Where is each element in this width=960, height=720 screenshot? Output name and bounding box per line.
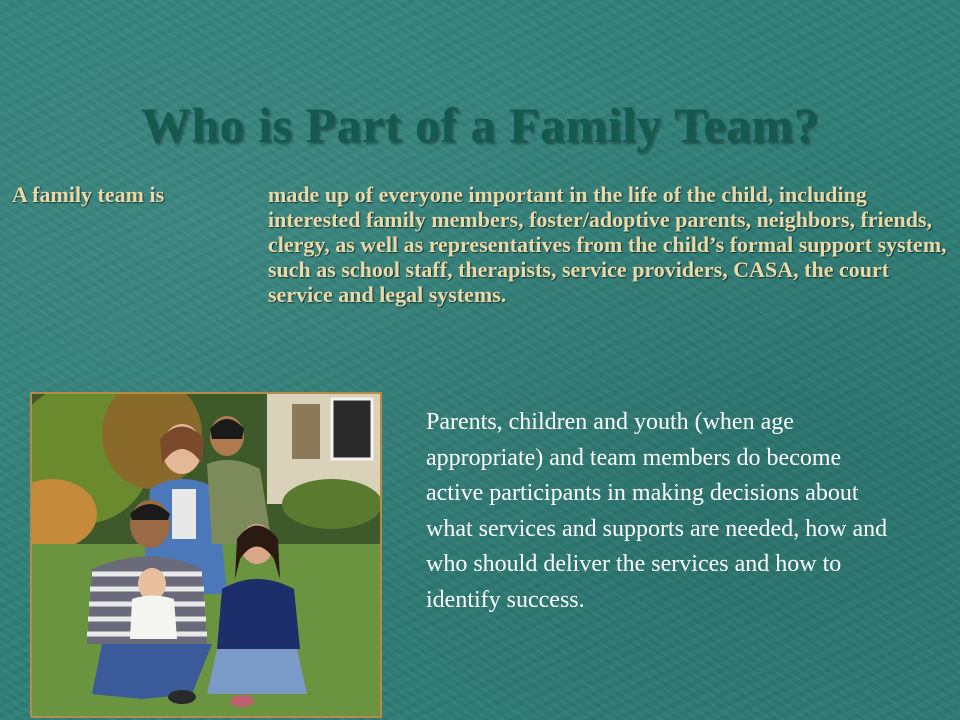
definition-text: made up of everyone important in the life of the child, including interested family members, foster/adoptive parents, neighbors, friends, clergy, as well as representatives from the child’s formal support system, such as school staff, therapists, service providers, CASA, the court service and legal systems.	[268, 182, 947, 307]
definition-lead: A family team is	[12, 182, 165, 207]
family-photo	[30, 392, 382, 718]
participation-paragraph: Parents, children and youth (when age appropriate) and team members do become active participants in making decisions about what services and supports are needed, how and who should deliver the services and how to identify success.	[426, 409, 888, 613]
slide-title: Who is Part of a Family Team?	[140, 97, 820, 153]
